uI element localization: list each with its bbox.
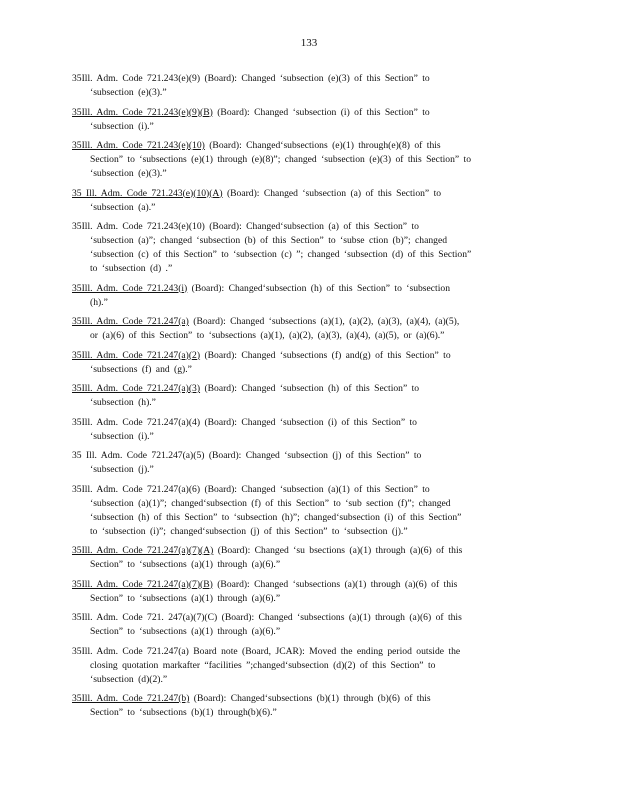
entry-line: [72, 511, 540, 525]
amendment-entry: [72, 139, 540, 181]
entry-text: (Board): Changed ‘subsections (a)(1) through (a)(6) of this: [212, 578, 458, 590]
code-citation: 35 Ill. Adm. Code 721.243(e)(10)(A): [72, 187, 223, 199]
entry-line: [72, 363, 540, 377]
entry-text: (Board): Changed‘subsection (h) of this Section” to ‘subsection: [187, 282, 450, 294]
entry-text: (Board): Changed ‘subsection (e)(3) of this Section” to: [200, 73, 430, 84]
amendment-entry: [72, 611, 540, 639]
entry-line: [72, 234, 540, 248]
amendment-entry: [72, 282, 540, 310]
entry-text: or (a)(6) of this Section” to ‘subsections (a)(1), (a)(2), (a)(3), (a)(4), (a)(5), or (a)(6).”: [90, 330, 445, 341]
code-citation: 35Ill. Adm. Code 721.243(e)(10): [72, 221, 205, 232]
entry-line: [72, 282, 540, 296]
entry-text: ‘subsection (c) of this Section” to ‘subsection (c) ”; changed ‘subsection (d) of this Section”: [90, 249, 472, 260]
entry-text: ‘subsections (f) and (g).”: [90, 363, 192, 375]
amendment-list: [72, 72, 540, 726]
entry-line: [72, 167, 540, 181]
entry-text: (Board): Changed‘subsections (e)(1) through(e)(8) of this: [204, 140, 441, 151]
entry-text: (Board): Changed ‘subsection (h) of this Section” to: [200, 383, 420, 394]
entry-text: (Board): Changed ‘subsection (a)(1) of this Section” to: [200, 483, 430, 495]
entry-line: [72, 645, 540, 659]
entry-line: [72, 592, 540, 606]
entry-text: ‘subsection (h).”: [90, 397, 156, 408]
code-citation: 35Ill. Adm. Code 721.247(a)(4): [72, 416, 201, 428]
amendment-entry: [72, 106, 540, 134]
amendment-entry: [72, 544, 540, 572]
code-citation: 35Ill. Adm. Code 721. 247(a)(7)(C): [72, 612, 218, 623]
amendment-entry: [72, 187, 540, 215]
code-citation: 35Ill. Adm. Code 721.247(a)(7)(B): [72, 578, 213, 590]
entry-text: (h).”: [90, 296, 108, 308]
code-citation: 35Ill. Adm. Code 721.243(e)(9)(B): [72, 106, 213, 118]
entry-line: [72, 544, 540, 558]
entry-text: Board note (Board, JCAR): Moved the ending period outside the: [188, 645, 461, 657]
entry-line: [72, 449, 540, 463]
entry-line: [72, 120, 540, 134]
entry-text: (Board): Changed ‘subsection (i) of this Section” to: [212, 106, 430, 118]
entry-text: to ‘subsection (i)”; changed‘subsection (j) of this Section” to ‘subsection (j).”: [90, 525, 408, 537]
entry-text: (Board): Changed ‘su bsections (a)(1) through (a)(6) of this: [213, 545, 463, 556]
entry-line: [72, 329, 540, 343]
entry-text: ‘subsection (a)(1)”; changed‘subsection (f) of this Section” to ‘sub section (f)”; changed: [90, 497, 451, 509]
entry-text: closing quotation markafter “facilities ”;changed‘subsection (d)(2) of this Section” to: [90, 659, 436, 671]
entry-text: ‘subsection (e)(3).”: [90, 168, 167, 179]
code-citation: 35Ill. Adm. Code 721.243(i): [72, 282, 188, 294]
amendment-entry: [72, 416, 540, 444]
entry-line: [72, 153, 540, 167]
code-citation: 35Ill. Adm. Code 721.247(a): [72, 316, 189, 327]
entry-line: [72, 72, 540, 86]
entry-text: (Board): Changed ‘subsection (i) of this Section” to: [200, 416, 417, 428]
entry-line: [72, 382, 540, 396]
entry-line: [72, 673, 540, 687]
entry-line: [72, 86, 540, 100]
entry-line: [72, 578, 540, 592]
amendment-entry: [72, 220, 540, 276]
amendment-entry: [72, 645, 540, 687]
amendment-entry: [72, 382, 540, 410]
code-citation: 35Ill. Adm. Code 721.247(a)(3): [72, 383, 201, 394]
entry-line: [72, 706, 540, 720]
entry-text: (Board): Changed ‘subsection (j) of this Section” to: [204, 450, 422, 461]
page-number: 133: [300, 37, 318, 49]
entry-text: Section” to ‘subsections (a)(1) through (a)(6).”: [90, 559, 281, 570]
entry-text: (Board): Changed ‘subsections (a)(1) through (a)(6) of this: [217, 612, 462, 623]
entry-text: ‘subsection (j).”: [90, 464, 154, 475]
entry-text: to ‘subsection (d) .”: [90, 263, 173, 274]
entry-text: (Board): Changed‘subsection (a) of this Section” to: [204, 221, 419, 232]
entry-text: ‘subsection (i).”: [90, 430, 154, 442]
amendment-entry: [72, 449, 540, 477]
code-citation: 35Ill. Adm. Code 721.247(a)(7)(A): [72, 545, 214, 556]
entry-text: ‘subsection (e)(3).”: [90, 87, 167, 98]
entry-line: [72, 463, 540, 477]
entry-line: [72, 692, 540, 706]
entry-text: ‘subsection (i).”: [90, 120, 154, 132]
amendment-entry: [72, 483, 540, 539]
entry-line: [72, 262, 540, 276]
entry-text: ‘subsection (a).”: [90, 201, 156, 213]
entry-text: Section” to ‘subsections (b)(1) through(b)(6).”: [90, 707, 277, 718]
entry-line: [72, 611, 540, 625]
entry-text: ‘subsection (d)(2).”: [90, 673, 168, 685]
code-citation: 35Ill. Adm. Code 721.243(e)(10): [72, 140, 205, 151]
entry-line: [72, 296, 540, 310]
entry-line: [72, 315, 540, 329]
entry-line: [72, 396, 540, 410]
entry-line: [72, 558, 540, 572]
code-citation: 35Ill. Adm. Code 721.247(a)(6): [72, 483, 201, 495]
entry-text: Section” to ‘subsections (a)(1) through (a)(6).”: [90, 626, 281, 637]
amendment-entry: [72, 692, 540, 720]
entry-text: Section” to ‘subsections (a)(1) through (a)(6).”: [90, 592, 281, 604]
entry-line: [72, 659, 540, 673]
entry-line: [72, 187, 540, 201]
entry-line: [72, 106, 540, 120]
entry-line: [72, 248, 540, 262]
entry-line: [72, 349, 540, 363]
entry-text: (Board): Changed‘subsections (b)(1) through (b)(6) of this: [189, 693, 431, 704]
entry-text: (Board): Changed ‘subsection (a) of this Section” to: [222, 187, 442, 199]
entry-line: [72, 139, 540, 153]
entry-line: [72, 220, 540, 234]
entry-line: [72, 625, 540, 639]
code-citation: 35Ill. Adm. Code 721.247(b): [72, 693, 190, 704]
amendment-entry: [72, 349, 540, 377]
code-citation: 35Ill. Adm. Code 721.247(a)(2): [72, 349, 201, 361]
entry-line: [72, 497, 540, 511]
amendment-entry: [72, 72, 540, 100]
entry-line: [72, 525, 540, 539]
entry-line: [72, 416, 540, 430]
entry-line: [72, 430, 540, 444]
code-citation: 35Ill. Adm. Code 721.243(e)(9): [72, 73, 201, 84]
entry-text: (Board): Changed ‘subsections (f) and(g) of this Section” to: [200, 349, 451, 361]
entry-text: (Board): Changed ‘subsections (a)(1), (a)(2), (a)(3), (a)(4), (a)(5),: [188, 316, 460, 327]
entry-line: [72, 483, 540, 497]
entry-text: ‘subsection (a)”; changed ‘subsection (b) of this Section” to ‘subse ction (b)”; changed: [90, 235, 448, 246]
code-citation: 35 Ill. Adm. Code 721.247(a)(5): [72, 450, 205, 461]
code-citation: 35Ill. Adm. Code 721.247(a): [72, 645, 189, 657]
amendment-entry: [72, 578, 540, 606]
entry-text: ‘subsection (h) of this Section” to ‘subsection (h)”; changed‘subsection (i) of this Section”: [90, 511, 462, 523]
entry-line: [72, 201, 540, 215]
amendment-entry: [72, 315, 540, 343]
entry-text: Section” to ‘subsections (e)(1) through (e)(8)”; changed ‘subsection (e)(3) of this Section” to: [90, 154, 471, 165]
